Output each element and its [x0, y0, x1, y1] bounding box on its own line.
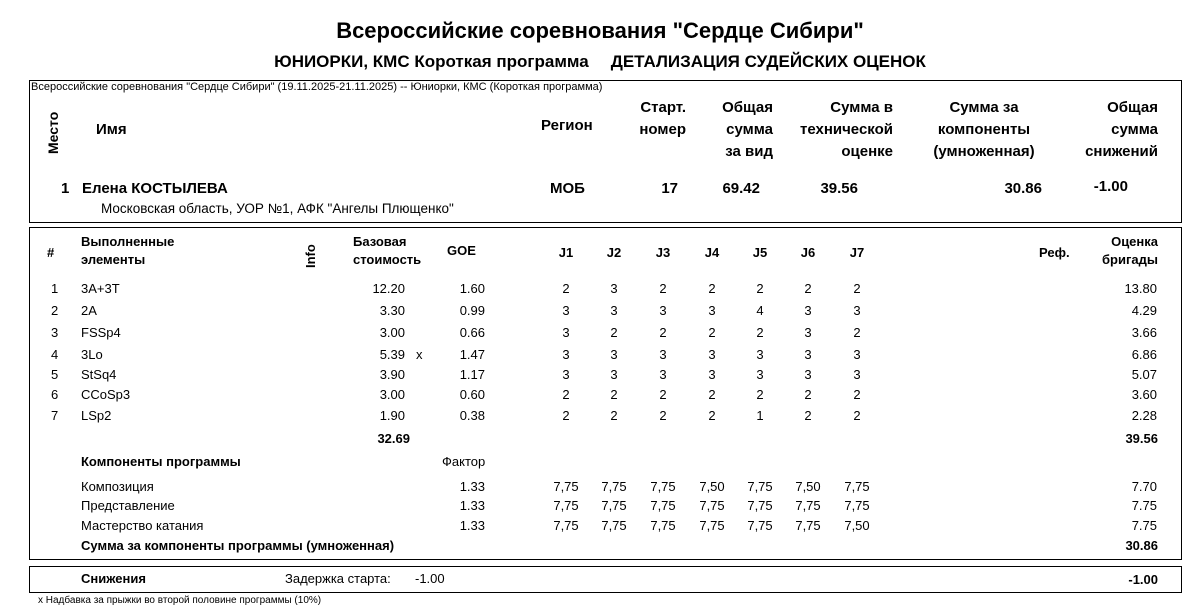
factor-header: Фактор: [442, 454, 486, 469]
goe-header: GOE: [447, 243, 476, 258]
element-judge-score: 3: [659, 367, 667, 382]
total-score-header-line2: сумма: [726, 121, 773, 138]
panel-score-header-line1: Оценка: [1111, 234, 1158, 249]
panel-score-header: [1090, 233, 1158, 269]
report-type-label: ДЕТАЛИЗАЦИЯ СУДЕЙСКИХ ОЦЕНОК: [610, 52, 926, 71]
element-base-value: 12.20: [372, 281, 405, 296]
deductions-header-line1: Общая: [1107, 99, 1158, 116]
skater-start-number: 17: [661, 180, 678, 197]
element-number: 3: [51, 325, 59, 340]
element-panel-score: 6.86: [1131, 347, 1157, 362]
judge-header-4: J4: [704, 245, 720, 260]
element-judge-score: 3: [562, 325, 570, 340]
component-judge-score: 7,75: [650, 479, 676, 494]
judge-header-3: J3: [655, 245, 671, 260]
component-factor: 1.33: [459, 498, 485, 513]
judge-header-5: J5: [752, 245, 768, 260]
element-judge-score: 2: [804, 408, 812, 423]
element-panel-score: 4.29: [1131, 303, 1157, 318]
element-judge-score: 3: [562, 367, 570, 382]
judge-header-7: J7: [849, 245, 865, 260]
element-judge-score: 3: [610, 347, 618, 362]
element-judge-score: 3: [804, 303, 812, 318]
element-judge-score: 3: [804, 325, 812, 340]
element-number: 4: [51, 347, 59, 362]
element-number: 6: [51, 387, 59, 402]
element-base-value: 5.39: [379, 347, 405, 362]
element-judge-score: 2: [610, 387, 618, 402]
element-judge-score: 2: [659, 325, 667, 340]
component-judge-score: 7,75: [747, 479, 773, 494]
executed-elements-header-line1: Выполненные: [81, 234, 175, 249]
element-judge-score: 3: [659, 303, 667, 318]
component-judge-score: 7,75: [650, 498, 676, 513]
element-judge-score: 3: [853, 303, 861, 318]
element-goe: 0.99: [459, 303, 485, 318]
element-name: StSq4: [81, 367, 117, 382]
page-subtitle: [0, 52, 1200, 72]
element-judge-score: 2: [708, 325, 716, 340]
element-goe: 1.60: [459, 281, 485, 296]
deductions-header-line2: сумма: [1111, 121, 1158, 138]
element-name: LSp2: [81, 408, 112, 423]
element-base-value: 3.90: [379, 367, 405, 382]
component-judge-score: 7,75: [747, 518, 773, 533]
deductions-panel: [29, 566, 1182, 593]
deductions-header-line3: снижений: [1085, 143, 1158, 160]
element-judge-score: 3: [562, 347, 570, 362]
element-base-value: 3.00: [379, 325, 405, 340]
element-judge-score: 3: [610, 303, 618, 318]
element-judge-score: 2: [610, 408, 618, 423]
component-judge-score: 7,75: [601, 498, 627, 513]
component-judge-score: 7,50: [699, 479, 725, 494]
judge-header-1: J1: [558, 245, 574, 260]
component-panel-score: 7.70: [1131, 479, 1157, 494]
element-judge-score: 3: [708, 347, 716, 362]
element-judge-score: 2: [853, 387, 861, 402]
element-judge-score: 2: [756, 387, 764, 402]
element-judge-score: 2: [562, 387, 570, 402]
element-name: CCoSp3: [81, 387, 131, 402]
footnote: x Надбавка за прыжки во второй половине программы (10%): [38, 595, 322, 606]
element-judge-score: 2: [756, 281, 764, 296]
element-judge-score: 3: [853, 347, 861, 362]
component-judge-score: 7,75: [553, 518, 579, 533]
name-header: Имя: [96, 121, 127, 138]
element-judge-score: 2: [804, 387, 812, 402]
element-judge-score: 3: [659, 347, 667, 362]
component-judge-score: 7,75: [747, 498, 773, 513]
element-judge-score: 2: [562, 408, 570, 423]
referee-header: Реф.: [1039, 245, 1070, 260]
element-panel-score: 2.28: [1131, 408, 1157, 423]
executed-elements-header-line2: элементы: [81, 252, 146, 267]
pcs-header-line2: компоненты: [937, 121, 1031, 138]
element-judge-score: 2: [853, 325, 861, 340]
page-title: Всероссийские соревнования "Сердце Сибири": [336, 18, 864, 43]
element-judge-score: 3: [708, 367, 716, 382]
element-goe: 1.17: [459, 367, 485, 382]
components-total-value: 30.86: [1125, 538, 1158, 553]
component-factor: 1.33: [459, 479, 485, 494]
element-panel-score: 3.60: [1131, 387, 1157, 402]
element-base-value: 3.30: [379, 303, 405, 318]
deductions-total: -1.00: [1128, 572, 1158, 587]
region-header: Регион: [541, 117, 593, 134]
place-header: Место: [45, 111, 61, 154]
elements-base-total: 32.69: [377, 431, 410, 446]
pcs-header: [924, 97, 1044, 163]
element-goe: 0.38: [459, 408, 485, 423]
component-name: Представление: [81, 498, 175, 513]
tes-header: [780, 97, 893, 163]
skater-place: 1: [61, 180, 70, 197]
element-judge-score: 2: [610, 325, 618, 340]
element-number: 2: [51, 303, 59, 318]
element-panel-score: 5.07: [1131, 367, 1157, 382]
pcs-header-line3: (умноженная): [933, 143, 1035, 160]
element-judge-score: 3: [756, 367, 764, 382]
judge-header-2: J2: [606, 245, 622, 260]
component-name: Композиция: [81, 479, 154, 494]
element-name: 3A+3T: [81, 281, 120, 296]
element-judge-score: 2: [804, 281, 812, 296]
component-name: Мастерство катания: [81, 518, 204, 533]
start-delay-value: -1.00: [415, 571, 445, 586]
element-number: 7: [51, 408, 59, 423]
element-panel-score: 13.80: [1124, 281, 1157, 296]
elements-score-total: 39.56: [1125, 431, 1158, 446]
element-judge-score: 2: [659, 387, 667, 402]
total-score-header-line3: за вид: [725, 143, 773, 160]
element-number-header: #: [47, 245, 55, 260]
components-heading: Компоненты программы: [81, 454, 241, 469]
element-judge-score: 3: [610, 281, 618, 296]
component-judge-score: 7,75: [795, 498, 821, 513]
element-judge-score: 2: [853, 408, 861, 423]
element-name: FSSp4: [81, 325, 121, 340]
component-judge-score: 7,75: [795, 518, 821, 533]
element-judge-score: 2: [756, 325, 764, 340]
event-info-line: Всероссийские соревнования "Сердце Сибири" (19.11.2025-21.11.2025) -- Юниорки, КМС (Короткая программа): [31, 81, 603, 93]
component-judge-score: 7,75: [699, 518, 725, 533]
total-score-header-line1: Общая: [722, 99, 773, 116]
element-judge-score: 2: [659, 281, 667, 296]
element-judge-score: 2: [853, 281, 861, 296]
element-name: 2A: [81, 303, 97, 318]
element-judge-score: 4: [756, 303, 764, 318]
element-judge-score: 3: [853, 367, 861, 382]
skater-pcs: 30.86: [1004, 180, 1042, 197]
skater-region: МОБ: [550, 180, 585, 197]
executed-elements-header: [81, 233, 174, 269]
skater-club: Московская область, УОР №1, АФК "Ангелы Плющенко": [101, 201, 454, 216]
component-judge-score: 7,75: [699, 498, 725, 513]
base-value-header-line1: Базовая: [353, 234, 407, 249]
info-header: Info: [303, 244, 318, 268]
element-base-value: 3.00: [379, 387, 405, 402]
skater-total: 69.42: [722, 180, 760, 197]
start-delay-label: Задержка старта:: [285, 571, 391, 586]
element-judge-score: 3: [708, 303, 716, 318]
deductions-header: [1060, 97, 1158, 163]
element-goe: 0.66: [459, 325, 485, 340]
component-judge-score: 7,75: [601, 479, 627, 494]
element-judge-score: 2: [659, 408, 667, 423]
element-info-mark: x: [416, 347, 423, 362]
element-judge-score: 3: [756, 347, 764, 362]
component-judge-score: 7,75: [601, 518, 627, 533]
components-total-label: Сумма за компоненты программы (умноженная): [81, 538, 395, 553]
element-judge-score: 3: [804, 347, 812, 362]
component-judge-score: 7,75: [844, 479, 870, 494]
component-judge-score: 7,75: [553, 479, 579, 494]
start-number-header-line2: номер: [639, 121, 686, 138]
start-number-header-line1: Старт.: [640, 99, 686, 116]
component-judge-score: 7,50: [795, 479, 821, 494]
element-judge-score: 1: [756, 408, 764, 423]
component-judge-score: 7,50: [844, 518, 870, 533]
component-panel-score: 7.75: [1131, 518, 1157, 533]
base-value-header: [353, 233, 421, 269]
component-judge-score: 7,75: [844, 498, 870, 513]
component-factor: 1.33: [459, 518, 485, 533]
skater-deductions: -1.00: [1093, 178, 1128, 195]
element-goe: 1.47: [459, 347, 485, 362]
element-goe: 0.60: [459, 387, 485, 402]
pcs-header-line1: Сумма за: [949, 99, 1019, 116]
component-judge-score: 7,75: [553, 498, 579, 513]
panel-score-header-line2: бригады: [1102, 252, 1158, 267]
component-panel-score: 7.75: [1131, 498, 1157, 513]
element-number: 1: [51, 281, 59, 296]
element-base-value: 1.90: [379, 408, 405, 423]
judge-header-6: J6: [800, 245, 816, 260]
skater-tes: 39.56: [820, 180, 858, 197]
element-judge-score: 3: [804, 367, 812, 382]
deductions-label: Снижения: [81, 571, 146, 586]
element-number: 5: [51, 367, 59, 382]
element-judge-score: 2: [708, 387, 716, 402]
element-judge-score: 2: [708, 408, 716, 423]
start-number-header: [616, 97, 686, 141]
tes-header-line2: технической: [799, 121, 893, 138]
element-judge-score: 2: [562, 281, 570, 296]
element-judge-score: 3: [610, 367, 618, 382]
total-score-header: [694, 97, 773, 163]
tes-header-line3: оценке: [841, 143, 893, 160]
category-label: ЮНИОРКИ, КМС Короткая программа: [274, 52, 589, 71]
element-panel-score: 3.66: [1131, 325, 1157, 340]
element-name: 3Lo: [81, 347, 103, 362]
skater-name: Елена КОСТЫЛЕВА: [82, 180, 228, 197]
component-judge-score: 7,75: [650, 518, 676, 533]
base-value-header-line2: стоимость: [353, 252, 422, 267]
tes-header-line1: Сумма в: [830, 99, 893, 116]
element-judge-score: 2: [708, 281, 716, 296]
element-judge-score: 3: [562, 303, 570, 318]
